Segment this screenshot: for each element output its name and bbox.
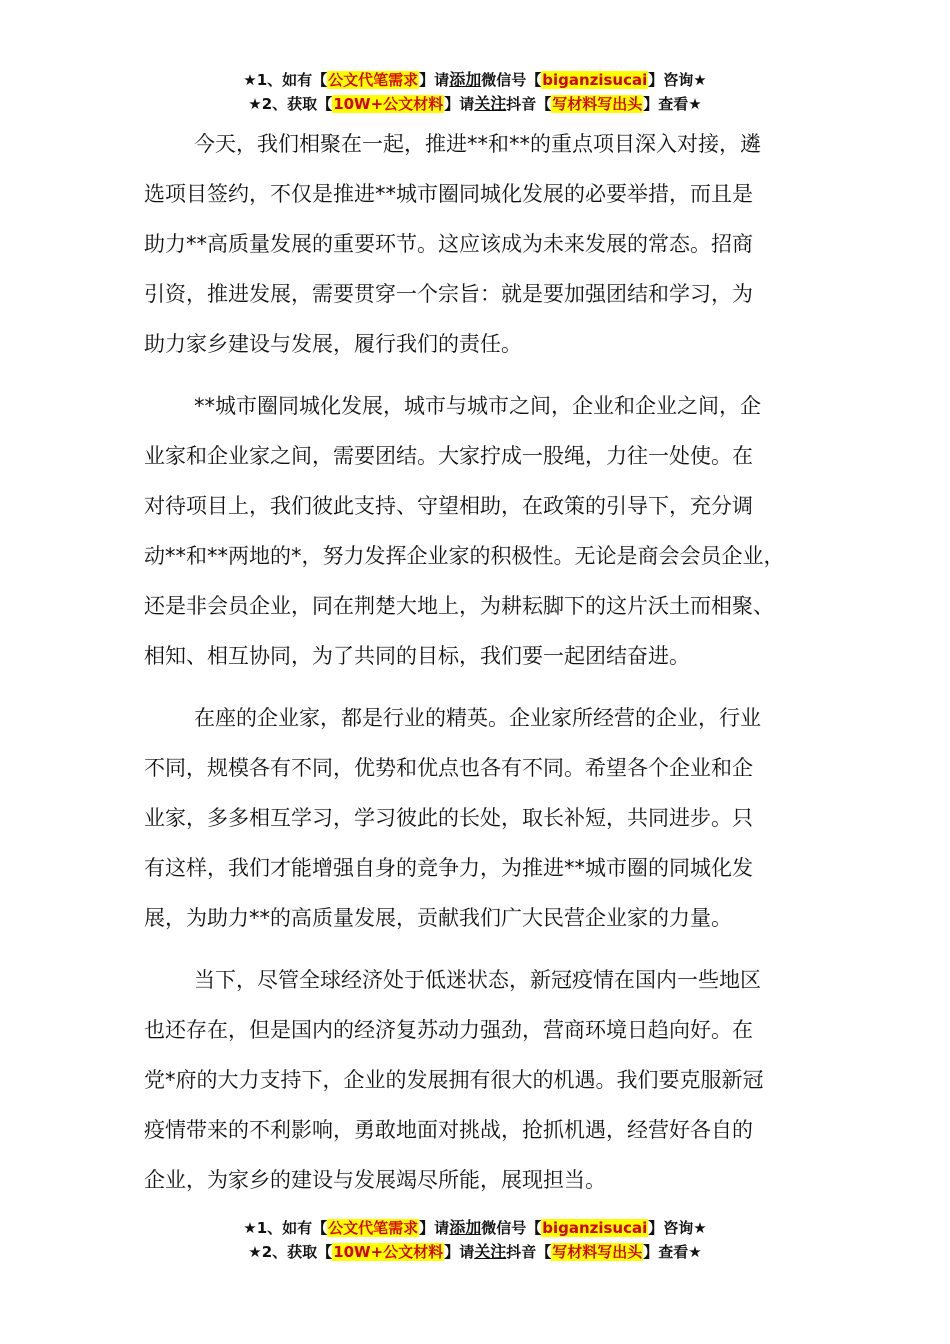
banner-text: 微信号【 — [481, 1219, 542, 1237]
paragraph-1 — [144, 119, 834, 369]
banner-text: 】查看★ — [643, 95, 702, 113]
banner-text: 】咨询★ — [648, 71, 707, 89]
banner-line-1 — [0, 1216, 950, 1240]
text-line: 业家，多多相互学习，学习彼此的长处，取长补短，共同进步。只 — [144, 806, 753, 830]
banner-line-1 — [0, 68, 950, 92]
text-line: 企业，为家乡的建设与发展竭尽所能，展现担当。 — [144, 1168, 606, 1192]
document-body — [144, 119, 834, 1205]
banner-text: 】请 — [419, 71, 450, 89]
header-banner — [0, 68, 950, 116]
banner-text: ★2、获取【 — [248, 95, 333, 113]
banner-douyin-name: 写材料写出头 — [552, 95, 643, 113]
paragraph-3 — [144, 693, 834, 943]
banner-text: ★1、如有【 — [243, 1219, 328, 1237]
banner-highlight: 10W+公文材料 — [333, 95, 444, 113]
paragraph-4 — [144, 955, 834, 1205]
paragraph-2 — [144, 381, 834, 681]
banner-highlight: 公文代笔需求 — [328, 1219, 419, 1237]
text-line: 对待项目上，我们彼此支持、守望相助，在政策的引导下，充分调 — [144, 494, 753, 518]
text-line: 在座的企业家，都是行业的精英。企业家所经营的企业，行业 — [194, 706, 761, 730]
text-line: 展，为助力**的高质量发展，贡献我们广大民营企业家的力量。 — [144, 906, 732, 930]
text-line: 今天，我们相聚在一起，推进**和**的重点项目深入对接，遴 — [194, 132, 761, 156]
text-line: 动**和**两地的*，努力发挥企业家的积极性。无论是商会会员企业， — [144, 544, 785, 568]
banner-text: 抖音【 — [506, 95, 552, 113]
banner-wechat-id: biganzisucai — [542, 1219, 648, 1237]
text-line: 还是非会员企业，同在荆楚大地上，为耕耘脚下的这片沃土而相聚、 — [144, 594, 774, 618]
text-line: 业家和企业家之间，需要团结。大家拧成一股绳，力往一处使。在 — [144, 444, 753, 468]
banner-highlight: 10W+公文材料 — [333, 1243, 444, 1261]
banner-line-2 — [0, 1240, 950, 1264]
banner-underlined-text: 添加 — [449, 70, 482, 89]
footer-banner — [0, 1216, 950, 1264]
banner-wechat-id: biganzisucai — [542, 71, 648, 89]
text-line: 有这样，我们才能增强自身的竞争力，为推进**城市圈的同城化发 — [144, 856, 753, 880]
banner-text: 】查看★ — [643, 1243, 702, 1261]
banner-line-2 — [0, 92, 950, 116]
banner-text: 抖音【 — [506, 1243, 552, 1261]
banner-text: 】咨询★ — [648, 1219, 707, 1237]
banner-text: 】请 — [444, 95, 475, 113]
text-line: 疫情带来的不利影响，勇敢地面对挑战，抢抓机遇，经营好各自的 — [144, 1118, 753, 1142]
banner-text: ★2、获取【 — [248, 1243, 333, 1261]
banner-text: 微信号【 — [481, 71, 542, 89]
banner-highlight: 公文代笔需求 — [328, 71, 419, 89]
text-line: 助力**高质量发展的重要环节。这应该成为未来发展的常态。招商 — [144, 232, 753, 256]
text-line: 相知、相互协同，为了共同的目标，我们要一起团结奋进。 — [144, 644, 690, 668]
text-line: 不同，规模各有不同，优势和优点也各有不同。希望各个企业和企 — [144, 756, 753, 780]
text-line: 助力家乡建设与发展，履行我们的责任。 — [144, 332, 522, 356]
banner-douyin-name: 写材料写出头 — [552, 1243, 643, 1261]
banner-text: ★1、如有【 — [243, 71, 328, 89]
text-line: **城市圈同城化发展，城市与城市之间，企业和企业之间，企 — [194, 394, 761, 418]
banner-underlined-text: 关注 — [474, 94, 507, 113]
banner-text: 】请 — [444, 1243, 475, 1261]
banner-underlined-text: 添加 — [449, 1218, 482, 1237]
text-line: 当下，尽管全球经济处于低迷状态，新冠疫情在国内一些地区 — [194, 968, 761, 992]
banner-text: 】请 — [419, 1219, 450, 1237]
text-line: 党*府的大力支持下，企业的发展拥有很大的机遇。我们要克服新冠 — [144, 1068, 764, 1092]
text-line: 也还存在，但是国内的经济复苏动力强劲，营商环境日趋向好。在 — [144, 1018, 753, 1042]
text-line: 选项目签约，不仅是推进**城市圈同城化发展的必要举措，而且是 — [144, 182, 753, 206]
banner-underlined-text: 关注 — [474, 1242, 507, 1261]
text-line: 引资，推进发展，需要贯穿一个宗旨：就是要加强团结和学习，为 — [144, 282, 753, 306]
